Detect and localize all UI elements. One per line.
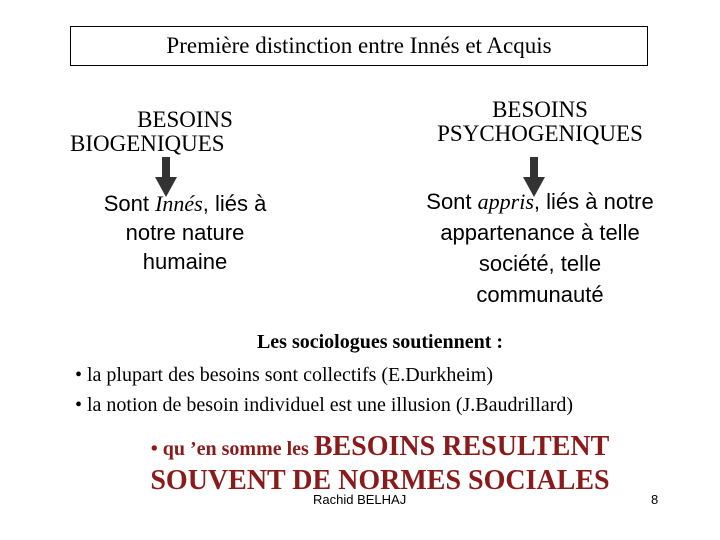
conclusion [100, 432, 660, 496]
right-desc-line2: appartenance à telle [440, 220, 640, 245]
right-heading-line1: BESOINS [492, 97, 588, 122]
right-desc-prefix: Sont [426, 189, 478, 214]
left-heading-line2: BIOGENIQUES [70, 131, 225, 156]
bullet-item: • la notion de besoin individuel est une illusion (J.Baudrillard) [75, 394, 574, 416]
conclusion-line1 [100, 432, 660, 466]
left-desc-rest: , liés à [202, 191, 267, 216]
left-heading-line1: BESOINS [137, 107, 233, 132]
right-desc-line3: société, telle [478, 251, 602, 276]
right-desc-emphasis: appris [477, 189, 534, 214]
left-desc-line2: notre nature [125, 220, 245, 245]
right-description [395, 186, 685, 310]
right-desc-line1 [395, 186, 685, 217]
right-desc-rest: , liés à notre [533, 189, 654, 214]
right-heading [390, 98, 690, 146]
left-description [60, 189, 310, 276]
conclusion-emphasis-1: BESOINS RESULTENT [313, 431, 610, 462]
sociologues-heading: Les sociologues soutiennent : [256, 331, 504, 353]
bullet-item: • la plupart des besoins sont collectifs (E.Durkheim) [75, 364, 494, 386]
left-desc-line1 [60, 189, 310, 218]
left-desc-emphasis: Innés [155, 191, 203, 216]
left-heading [60, 108, 290, 156]
conclusion-emphasis-2: SOUVENT DE NORMES SOCIALES [150, 465, 610, 496]
page-number: 8 [651, 492, 659, 507]
right-desc-line4: communauté [476, 282, 604, 307]
left-desc-line3: humaine [142, 249, 228, 274]
right-heading-line2: PSYCHOGENIQUES [437, 121, 643, 146]
conclusion-prefix: • qu ’en somme les [150, 438, 314, 460]
slide-title: Première distinction entre Innés et Acquis [70, 26, 648, 66]
footer-author: Rachid BELHAJ [313, 492, 407, 507]
left-desc-prefix: Sont [103, 191, 156, 216]
